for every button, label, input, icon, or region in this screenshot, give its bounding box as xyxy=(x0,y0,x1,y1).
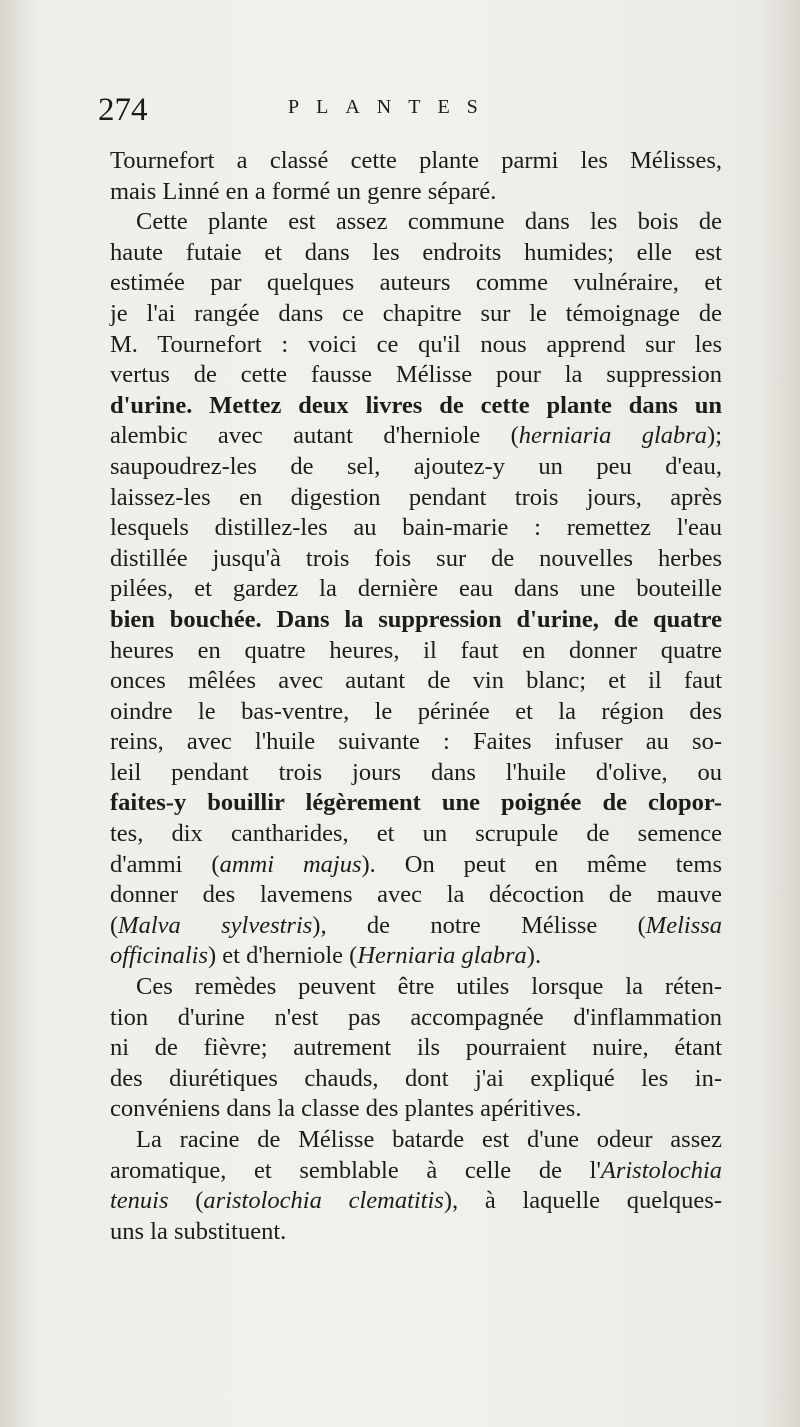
text-line xyxy=(110,972,722,1003)
text-segment: distillée jusqu'à trois fois sur de nouvelles herbes xyxy=(110,544,722,572)
italic-text: Malva sylvestris xyxy=(118,911,313,939)
text-line xyxy=(110,299,722,330)
body-text xyxy=(110,146,722,1247)
text-line xyxy=(110,1003,722,1034)
text-line xyxy=(110,1064,722,1095)
text-line xyxy=(110,330,722,361)
text-segment: bien bouchée. Dans la suppression d'urine, de quatre xyxy=(110,605,722,633)
text-line xyxy=(110,941,722,972)
text-line xyxy=(110,177,722,208)
text-segment: oindre le bas-ventre, le périnée et la région des xyxy=(110,697,722,725)
text-line xyxy=(110,697,722,728)
text-line xyxy=(110,819,722,850)
text-segment: lesquels distillez-les au bain-marie : remettez l'eau xyxy=(110,514,722,542)
text-line xyxy=(110,911,722,942)
text-segment: tion d'urine n'est pas accompagnée d'inflammation xyxy=(110,1003,722,1031)
italic-text: ammi majus xyxy=(219,850,362,878)
text-segment: ); xyxy=(707,422,722,450)
text-segment: ( xyxy=(168,1187,204,1215)
text-line xyxy=(110,207,722,238)
text-segment: ( xyxy=(110,911,119,939)
text-line xyxy=(110,1125,722,1156)
text-segment: d'ammi ( xyxy=(110,850,220,878)
text-line xyxy=(110,268,722,299)
text-segment: donner des lavemens avec la décoction de mauve xyxy=(110,881,722,909)
text-line xyxy=(110,360,722,391)
page-number: 274 xyxy=(98,92,148,128)
text-segment: heures en quatre heures, il faut en donner quatre xyxy=(110,636,722,664)
text-segment: d'urine. Mettez deux livres de cette plante dans un xyxy=(110,391,722,419)
text-line xyxy=(110,513,722,544)
text-line xyxy=(110,788,722,819)
text-segment: pilées, et gardez la dernière eau dans une bouteille xyxy=(110,575,722,603)
text-line xyxy=(110,605,722,636)
text-line xyxy=(110,452,722,483)
text-line xyxy=(110,666,722,697)
page-header xyxy=(98,92,718,132)
text-line xyxy=(110,758,722,789)
text-segment: leil pendant trois jours dans l'huile d'olive, ou xyxy=(110,758,722,786)
text-line xyxy=(110,1033,722,1064)
text-segment: ). On peut en même tems xyxy=(361,850,722,878)
text-segment: ) et d'herniole ( xyxy=(208,942,358,970)
text-line xyxy=(110,391,722,422)
text-segment: saupoudrez-les de sel, ajoutez-y un peu d'eau, xyxy=(110,452,722,480)
text-segment: je l'ai rangée dans ce chapitre sur le témoignage de xyxy=(110,299,722,327)
text-segment: Cette plante est assez commune dans les bois de xyxy=(136,208,722,236)
running-head: PLANTES xyxy=(288,96,495,118)
text-line xyxy=(110,636,722,667)
text-line xyxy=(110,1094,722,1125)
text-segment: haute futaie et dans les endroits humides; elle est xyxy=(110,238,722,266)
text-line xyxy=(110,880,722,911)
text-line xyxy=(110,727,722,758)
text-line xyxy=(110,544,722,575)
text-segment: laissez-les en digestion pendant trois jours, après xyxy=(110,483,722,511)
text-segment: uns la substituent. xyxy=(110,1217,287,1245)
text-segment: mais Linné en a formé un genre séparé. xyxy=(110,177,497,205)
text-segment: reins, avec l'huile suivante : Faites infuser au so- xyxy=(110,728,722,756)
italic-text: Melissa xyxy=(645,911,723,939)
text-segment: alembic avec autant d'herniole ( xyxy=(110,422,519,450)
italic-text: Herniaria glabra xyxy=(357,942,527,970)
italic-text: tenuis xyxy=(110,1187,169,1215)
text-segment: aromatique, et semblable à celle de l' xyxy=(110,1156,601,1184)
text-line xyxy=(110,1156,722,1187)
text-line xyxy=(110,850,722,881)
text-line xyxy=(110,483,722,514)
text-segment: faites-y bouillir légèrement une poignée de clopor- xyxy=(110,789,722,817)
text-segment: La racine de Mélisse batarde est d'une odeur assez xyxy=(136,1126,722,1153)
italic-text: officinalis xyxy=(110,942,208,970)
text-segment: tes, dix cantharides, et un scrupule de semence xyxy=(110,820,722,848)
text-segment: M. Tournefort : voici ce qu'il nous apprend sur les xyxy=(110,330,722,358)
text-line xyxy=(110,1217,722,1248)
italic-text: aristolochia clematitis xyxy=(203,1187,444,1215)
text-segment: des diurétiques chauds, dont j'ai expliqué les in- xyxy=(110,1064,722,1092)
text-segment: Tournefort a classé cette plante parmi les Mélisses, xyxy=(110,147,722,174)
text-segment: vertus de cette fausse Mélisse pour la suppression xyxy=(110,361,722,389)
text-segment: Ces remèdes peuvent être utiles lorsque la réten- xyxy=(136,973,722,1001)
italic-text: herniaria glabra xyxy=(518,422,708,450)
text-segment: ), de notre Mélisse ( xyxy=(312,911,646,939)
text-line xyxy=(110,574,722,605)
text-segment: onces mêlées avec autant de vin blanc; et il faut xyxy=(110,667,722,695)
text-segment: estimée par quelques auteurs comme vulnéraire, et xyxy=(110,269,722,297)
text-line xyxy=(110,238,722,269)
text-line xyxy=(110,146,722,177)
italic-text: Aristolochia xyxy=(600,1156,722,1184)
text-segment: ), à laquelle quelques- xyxy=(443,1187,722,1215)
text-line xyxy=(110,1186,722,1217)
text-line xyxy=(110,421,722,452)
text-segment: ). xyxy=(526,942,542,970)
text-segment: ni de fièvre; autrement ils pourraient nuire, étant xyxy=(110,1034,722,1062)
text-segment: convéniens dans la classe des plantes apéritives. xyxy=(110,1095,582,1123)
